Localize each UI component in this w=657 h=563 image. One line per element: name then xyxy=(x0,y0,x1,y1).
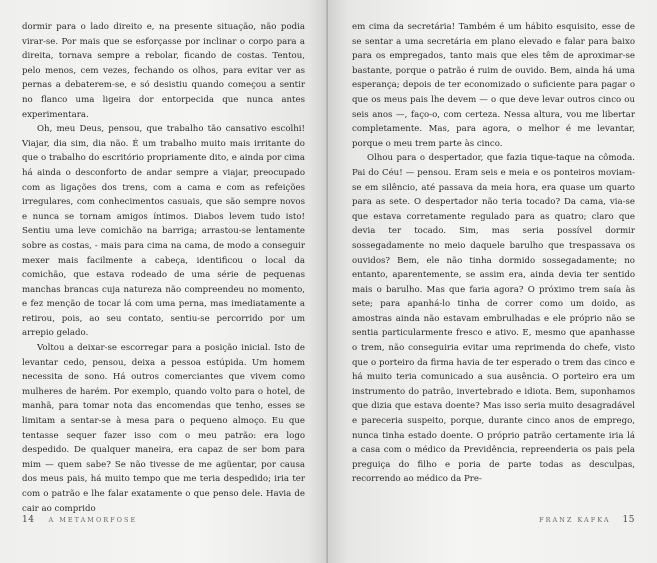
paragraph: dormir para o lado direito e, na presente situação, não podia virar-se. Por mais que se esforçasse por inclinar o corpo para a direita, tornava sempre a rebolar, ficando de costas. Tentou, pelo menos, cem vezes, fechando os olhos, para evitar ver as pernas a debaterem-se, e só desistiu quando começou a sentir no flanco uma ligeira dor entorpecida que nunca antes experimentara. xyxy=(22,22,305,120)
left-page-body xyxy=(22,20,305,516)
right-page xyxy=(328,0,657,563)
left-page-footer xyxy=(22,515,137,525)
paragraph: em cima da secretária! Também é um hábito esquisito, esse de se sentar a uma secretária em plano elevado e falar para baixo para os empregados, tanto mais que eles têm de aproximar-se bastante, porque o patrão é ruim de ouvido. Bem, ainda há uma esperança; depois de ter economizado o suficiente para pagar o que os meus pais lhe devem — o que deve levar outros cinco ou seis anos —, faço-o, com certeza. Nessa altura, vou me libertar completamente. Mas, para agora, o melhor é me levantar, porque o meu trem parte às cinco. xyxy=(352,22,635,149)
paragraph: Oh, meu Deus, pensou, que trabalho tão cansativo escolhi! Viajar, dia sim, dia não. É um trabalho muito mais irritante do que o trabalho do escritório propriamente dito, e ainda por cima há ainda o desconforto de andar sempre a viajar, preocupado com as ligações dos trens, com a cama e com as refeições irregulares, com conhecimentos casuais, que são sempre novos e nunca se tornam amigos íntimos. Diabos levem tudo isto! Sentiu uma leve comichão na barriga; arrastou-se lentamente sobre as costas, - mais para cima na cama, de modo a conseguir mexer mais facilmente a cabeça, identificou o local da comichão, que estava rodeado de uma série de pequenas manchas brancas cuja natureza não compreendeu no momento, e fez menção de tocar lá com uma perna, mas imediatamente a retirou, pois, ao seu contato, sentiu-se percorrido por um arrepio gelado. xyxy=(22,124,305,339)
paragraph: Voltou a deixar-se escorregar para a posição inicial. Isto de levantar cedo, pensou, deixa a pessoa estúpida. Um homem necessita de sono. Há outros comerciantes que vivem como mulheres de harém. Por exemplo, quando volto para o hotel, de manhã, para tomar nota das encomendas que tenho, esses se limitam a sentar-se à mesa para o pequeno almoço. Eu que tentasse sequer fazer isso com o meu patrão: era logo despedido. De qualquer maneira, era capaz de ser bom para mim — quem sabe? Se não tivesse de me agüentar, por causa dos meus pais, há muito tempo que me teria despedido; iria ter com o patrão e lhe falar exatamente o que penso dele. Havia de cair ao comprido xyxy=(22,343,305,514)
running-head: FRANZ KAFKA xyxy=(539,516,611,524)
running-head: A METAMORFOSE xyxy=(48,516,138,524)
page-number: 15 xyxy=(622,515,635,525)
paragraph: Olhou para o despertador, que fazia tique-taque na cômoda. Pai do Céu! — pensou. Eram seis e meia e os ponteiros moviam-se em silêncio, até passava da meia hora, era quase um quarto para as sete. O despertador não teria tocado? Da cama, via-se que estava corretamente regulado para as quatro; claro que devia ter tocado. Sim, mas seria possível dormir sossegadamente no meio daquele barulho que trespassava os ouvidos? Bem, ele não tinha dormido sossegadamente; no entanto, aparentemente, se assim era, ainda devia ter sentido mais o barulho. Mas que faria agora? O próximo trem saía às sete; para apanhá-lo tinha de correr como um doido, as amostras ainda não estavam embrulhadas e ele próprio não se sentia particularmente fresco e ativo. E, mesmo que apanhasse o trem, não conseguiria evitar uma reprimenda do chefe, visto que o porteiro da firma havia de ter esperado o trem das cinco e há muito teria comunicado a sua ausência. O porteiro era um instrumento do patrão, invertebrado e idiota. Bem, suponhamos que dizia que estava doente? Mas isso seria muito desagradável e pareceria suspeito, porque, durante cinco anos de emprego, nunca tinha estado doente. O próprio patrão certamente iria lá a casa com o médico da Previdência, repreenderia os pais pela preguiça do filho e poria de parte todas as desculpas, recorrendo ao médico da Pre- xyxy=(352,153,635,485)
left-page xyxy=(0,0,328,563)
right-page-footer xyxy=(539,515,635,525)
right-page-body xyxy=(352,20,635,487)
page-number: 14 xyxy=(22,515,35,525)
